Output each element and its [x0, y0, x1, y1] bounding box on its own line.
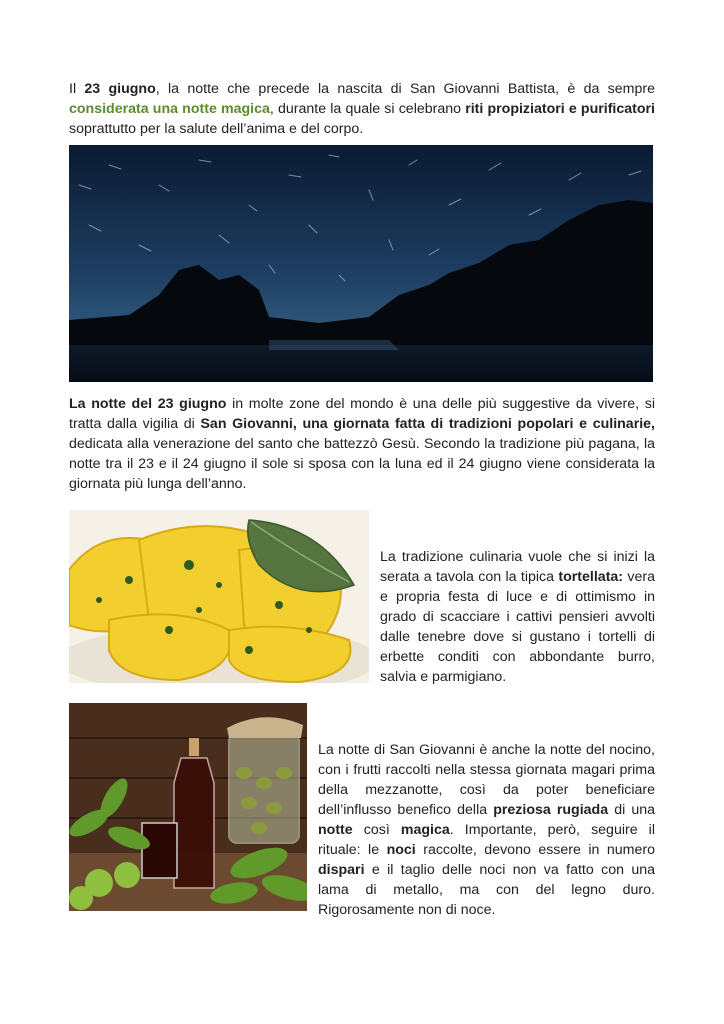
- second-text-2: dedicata alla venerazione del santo che battezzò Gesù. Secondo la tradizione più pagana, la notte tra il 23 e il 24 giugno il sole si sposa con la luna ed il 24 giugno viene considerata la giornata più lunga dell’anno.: [69, 436, 655, 492]
- night-sky-image: [69, 145, 653, 382]
- third-bold: tortellata:: [558, 569, 624, 585]
- third-text-2: vera e propria festa di luce e di ottimismo in grado di scacciare i cattivi pensieri avvolti dalle tenebre dove si gustano i tortelli di erbette conditi con abbondante burro, salvia e parmigiano.: [380, 569, 655, 685]
- intro-date: 23 giugno: [84, 81, 156, 97]
- second-bold-2: San Giovanni, una giornata fatta di tradizioni popolari e culinarie,: [200, 416, 655, 432]
- fourth-bold-2: notte: [318, 822, 353, 838]
- fourth-text-5: raccolte, devono essere in numero: [415, 842, 655, 858]
- fourth-text-2: di una: [608, 802, 655, 818]
- second-bold-1: La notte del 23 giugno: [69, 396, 227, 412]
- intro-paragraph: [69, 79, 655, 139]
- intro-text-4: soprattutto per la salute dell’anima e del corpo.: [69, 121, 364, 137]
- second-paragraph: [69, 394, 655, 494]
- fourth-bold-4: noci: [386, 842, 416, 858]
- fourth-paragraph: [318, 740, 655, 920]
- fourth-bold-1: preziosa rugiada: [493, 802, 609, 818]
- nocino-image: [69, 703, 307, 911]
- intro-highlight: considerata una notte magica: [69, 101, 270, 117]
- intro-text-3: , durante la quale si celebrano: [269, 101, 466, 117]
- fourth-text-3: così: [352, 822, 401, 838]
- intro-text-2: , la notte che precede la nascita di San Giovanni Battista, è da sempre: [155, 81, 655, 97]
- second-text-1: in molte zone del mondo è una delle più suggestive da vivere, si tratta dalla vigilia di: [69, 396, 655, 432]
- intro-rites: riti propiziatori e purificatori: [465, 101, 655, 117]
- fourth-text-4: . Importante, però, seguire il rituale: le: [318, 822, 655, 858]
- fourth-text-6: e il taglio delle noci non va fatto con una lama di metallo, ma con del legno duro. Rigorosamente non di noce.: [318, 862, 655, 918]
- fourth-text-1: La notte di San Giovanni è anche la notte del nocino, con i frutti raccolti nella stessa giornata magari prima della mezzanotte, così da poter beneficiare dell’influsso benefico della: [318, 742, 655, 818]
- third-text-1: La tradizione culinaria vuole che si inizi la serata a tavola con la tipica: [380, 549, 655, 585]
- tortelli-image: [69, 510, 369, 683]
- intro-text-1: Il: [69, 81, 85, 97]
- fourth-bold-3: magica: [400, 822, 450, 838]
- fourth-bold-5: dispari: [318, 862, 365, 878]
- third-paragraph: [380, 547, 655, 687]
